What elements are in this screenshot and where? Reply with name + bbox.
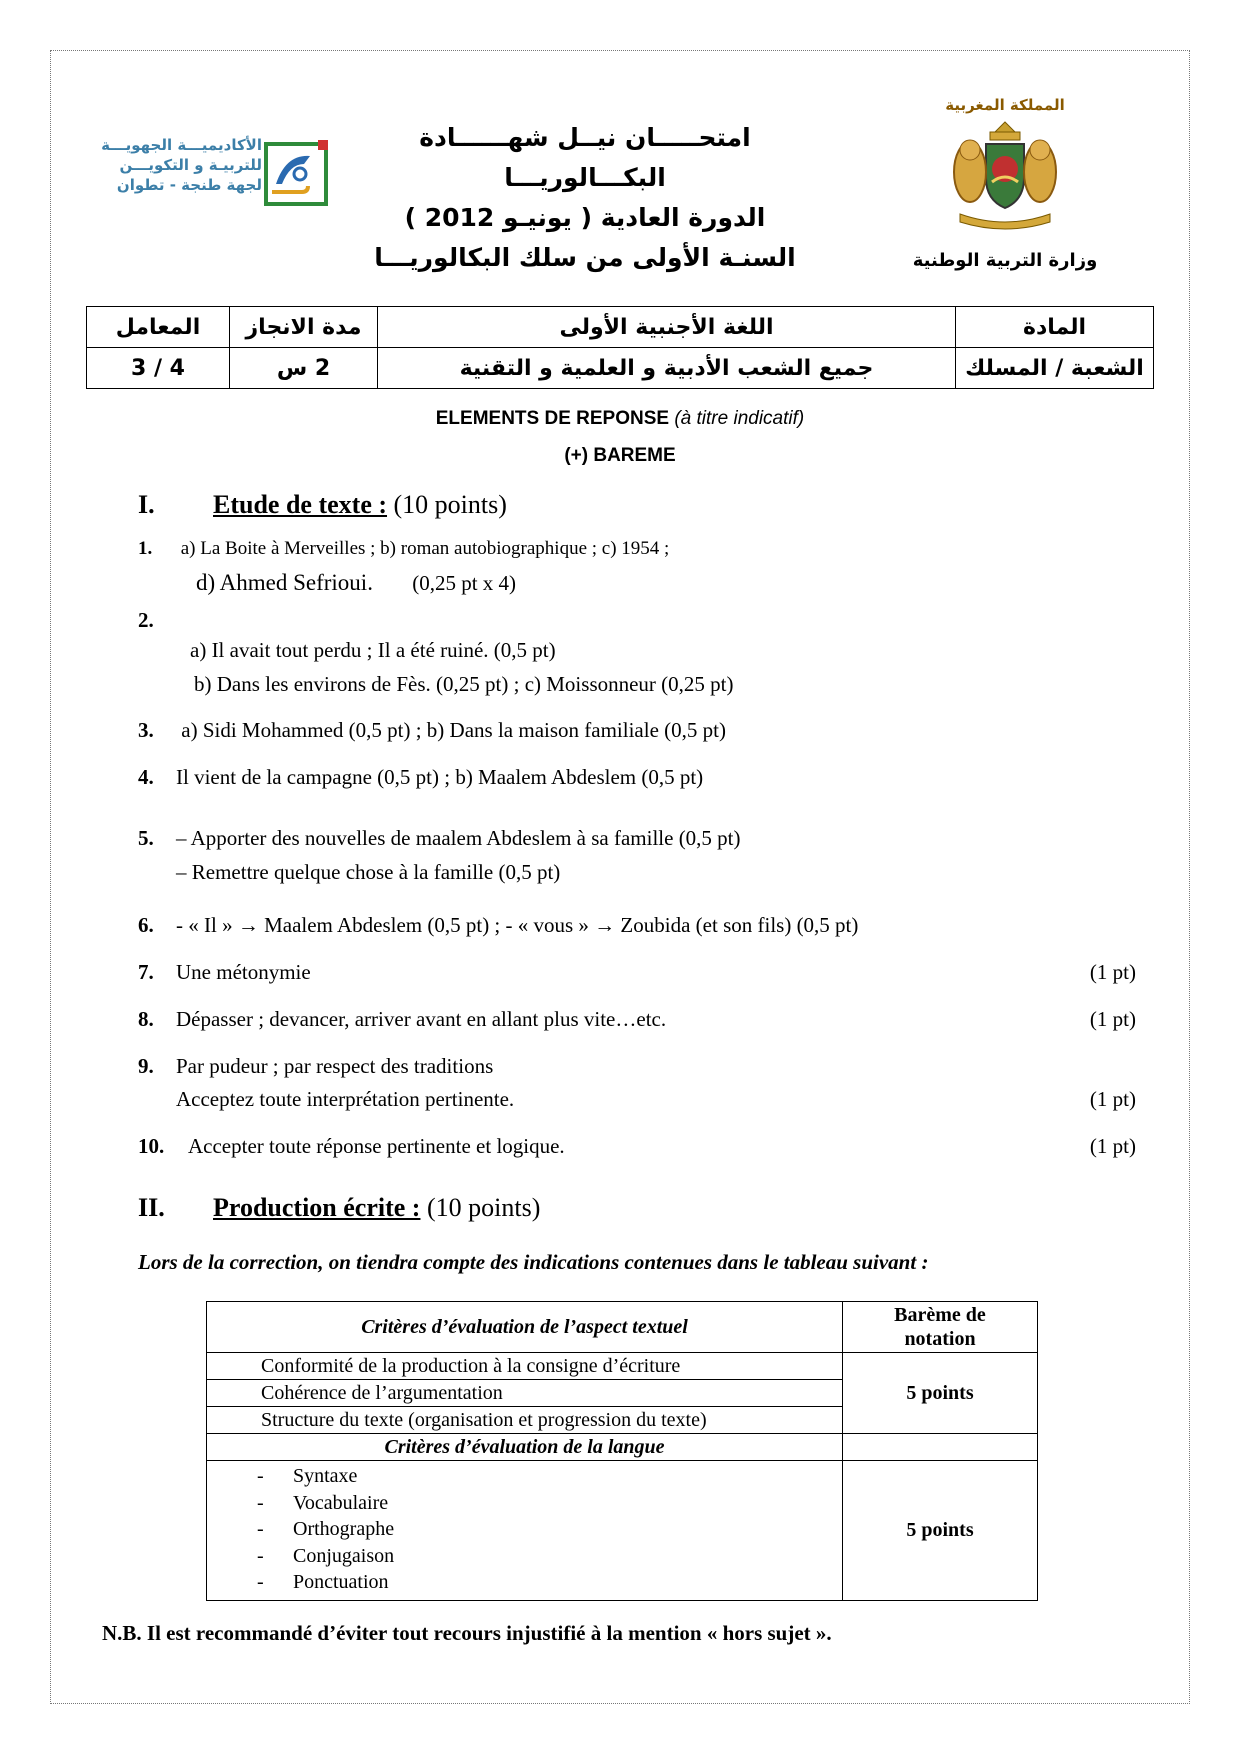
answer-10-points: (1 pt) xyxy=(1089,1134,1136,1158)
subject-value: اللغة الأجنبية الأولى xyxy=(378,307,956,348)
answer-9-line-2: Acceptez toute interprétation pertinente. xyxy=(176,1087,515,1111)
section-2-number: II. xyxy=(138,1193,165,1222)
kingdom-emblem xyxy=(930,96,1080,239)
emblem-title: المملكة المغربية xyxy=(945,96,1065,114)
language-criteria-header: Critères d’évaluation de la langue xyxy=(207,1434,843,1461)
subject-label: المادة xyxy=(956,307,1154,348)
textual-criterion: Cohérence de l’argumentation xyxy=(207,1380,843,1407)
textual-criteria-header: Critères d’évaluation de l’aspect textuel xyxy=(207,1302,843,1353)
answer-9: 9. Par pudeur ; par respect des traditions xyxy=(138,1054,494,1078)
coat-of-arms-icon xyxy=(950,114,1060,234)
section-2-heading xyxy=(138,1193,938,1227)
language-criteria-list xyxy=(207,1461,843,1601)
answer-2b: b) Dans les environs de Fès. (0,25 pt) ; c) Moissonneur (0,25 pt) xyxy=(194,672,734,696)
answer-7: 7. Une métonymie xyxy=(138,960,311,984)
academy-logo-icon xyxy=(262,140,334,208)
exam-title xyxy=(360,118,810,278)
elements-heading-italic: (à titre indicatif) xyxy=(674,408,805,429)
answer-1-line-2: d) Ahmed Sefrioui. (0,25 pt x 4) xyxy=(196,570,517,595)
elements-heading-bold: ELEMENTS DE REPONSE xyxy=(435,408,670,429)
section-1-heading xyxy=(138,490,938,524)
answer-1: 1. a) La Boite à Merveilles ; b) roman autobiographique ; c) 1954 ; xyxy=(138,538,670,559)
section-1-number: I. xyxy=(138,490,155,519)
textual-points: 5 points xyxy=(843,1353,1038,1434)
list-item: - Conjugaison xyxy=(257,1544,395,1567)
evaluation-criteria-table xyxy=(206,1301,1038,1601)
list-item: - Vocabulaire xyxy=(257,1491,389,1514)
answer-5-line-2: – Remettre quelque chose à la famille (0,5 pt) xyxy=(176,860,561,884)
answer-10: 10. Accepter toute réponse pertinente et logique. xyxy=(138,1134,565,1158)
bareme-heading: (+) BAREME xyxy=(564,445,676,466)
answer-3: 3. a) Sidi Mohammed (0,5 pt) ; b) Dans la maison familiale (0,5 pt) xyxy=(138,718,726,742)
duration-value: 2 س xyxy=(230,348,378,389)
academy-line-3: لجهة طنجة - تطوان xyxy=(116,176,262,194)
academy-line-1: الأكاديميـــة الجهويـــة xyxy=(101,136,262,154)
correction-instruction: Lors de la correction, on tiendra compte des indications contenues dans le tableau suivant : xyxy=(138,1250,929,1274)
textual-criterion: Structure du texte (organisation et progression du texte) xyxy=(207,1407,843,1434)
answer-8: 8. Dépasser ; devancer, arriver avant en allant plus vite…etc. xyxy=(138,1007,667,1031)
section-2-title: Production écrite : xyxy=(213,1193,421,1222)
language-points: 5 points xyxy=(843,1461,1038,1601)
answer-7-points: (1 pt) xyxy=(1089,960,1136,984)
textual-criterion: Conformité de la production à la consigne d’écriture xyxy=(207,1353,843,1380)
academy-name xyxy=(92,135,262,195)
elements-heading xyxy=(0,408,1240,430)
section-1-title: Etude de texte : xyxy=(213,490,388,519)
academy-logo xyxy=(92,135,352,215)
list-item: - Ponctuation xyxy=(257,1571,389,1593)
answer-4: 4. Il vient de la campagne (0,5 pt) ; b) Maalem Abdeslem (0,5 pt) xyxy=(138,765,704,789)
coef-label: المعامل xyxy=(87,307,230,348)
academy-line-2: للتربيـة و التكويـــن xyxy=(119,156,262,174)
bareme-header: Barème de notation xyxy=(843,1302,1038,1353)
nb-note: N.B. Il est recommandé d’éviter tout recours injustifié à la mention « hors sujet ». xyxy=(102,1621,832,1645)
subject-info-table xyxy=(86,306,1154,389)
title-line-3: السنـة الأولى من سلك البكالوريـــا xyxy=(374,243,796,272)
answer-2a: a) Il avait tout perdu ; Il a été ruiné. (0,5 pt) xyxy=(190,638,556,662)
ministry-name: وزارة التربية الوطنية xyxy=(912,250,1098,271)
list-item: - Syntaxe xyxy=(257,1465,358,1487)
answer-6: 6. - « Il » → Maalem Abdeslem (0,5 pt) ; - « vous » → Zoubida (et son fils) (0,5 pt) xyxy=(138,913,859,937)
list-item: - Orthographe xyxy=(257,1518,395,1540)
branch-label: الشعبة / المسلك xyxy=(956,348,1154,389)
section-1-points: (10 points) xyxy=(393,490,507,519)
branch-value: جميع الشعب الأدبية و العلمية و التقنية xyxy=(378,348,956,389)
duration-label: مدة الانجاز xyxy=(230,307,378,348)
answer-8-points: (1 pt) xyxy=(1089,1007,1136,1031)
answer-2: 2. xyxy=(138,608,154,632)
title-line-2: الدورة العادية ( يونيـو 2012 ) xyxy=(404,203,766,232)
section-2-points: (10 points) xyxy=(426,1193,541,1222)
answer-9-points: (1 pt) xyxy=(1089,1087,1136,1111)
title-line-1: امتحـــــان نيــل شهــــــادة البكـــالوريـــا xyxy=(419,123,751,192)
coef-value: 4 / 3 xyxy=(87,348,230,389)
answer-5: 5. – Apporter des nouvelles de maalem Abdeslem à sa famille (0,5 pt) xyxy=(138,826,741,850)
